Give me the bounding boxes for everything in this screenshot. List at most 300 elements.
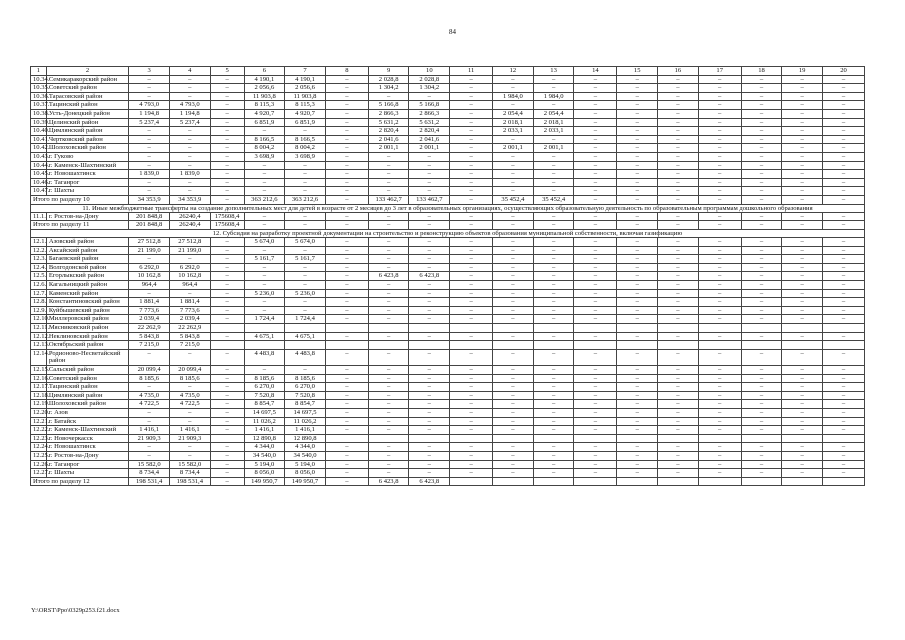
table-cell: – [493, 383, 534, 392]
table-cell: – [574, 152, 617, 161]
table-cell: – [617, 272, 658, 281]
table-cell: – [368, 255, 409, 264]
total-row [31, 477, 865, 486]
table-cell: – [450, 460, 493, 469]
table-cell: – [450, 391, 493, 400]
table-cell: – [210, 298, 244, 307]
table-cell: – [493, 315, 534, 324]
district-name: Тарасовский район [46, 92, 128, 101]
table-cell: – [741, 272, 782, 281]
table-cell: – [129, 408, 170, 417]
column-number: 16 [658, 67, 699, 76]
table-cell: 1 984,0 [533, 92, 574, 101]
table-cell: – [658, 315, 699, 324]
table-cell [493, 477, 534, 486]
table-cell: – [409, 443, 450, 452]
district-name: г. Ростов-на-Дону [46, 451, 128, 460]
table-cell: – [617, 417, 658, 426]
table-cell: – [409, 161, 450, 170]
table-cell: – [210, 400, 244, 409]
table-cell: – [493, 469, 534, 478]
table-cell: – [823, 332, 865, 341]
table-cell: – [409, 366, 450, 375]
table-row [31, 212, 865, 221]
table-cell: – [210, 246, 244, 255]
table-cell: – [450, 281, 493, 290]
table-cell: – [169, 161, 210, 170]
table-row [31, 298, 865, 307]
table-cell: 4 344,0 [285, 443, 326, 452]
table-cell: – [450, 109, 493, 118]
table-cell: – [533, 263, 574, 272]
table-cell: 8 854,7 [244, 400, 285, 409]
table-cell: – [574, 161, 617, 170]
table-cell: 4 793,0 [169, 101, 210, 110]
row-number: 12.2. [31, 246, 47, 255]
district-name: г. Гуково [46, 152, 128, 161]
table-cell: – [574, 238, 617, 247]
table-row [31, 187, 865, 196]
table-cell [325, 341, 368, 350]
table-cell: 5 237,4 [129, 118, 170, 127]
table-cell: 35 452,4 [533, 195, 574, 204]
table-row [31, 109, 865, 118]
table-cell: – [325, 443, 368, 452]
table-cell: – [450, 289, 493, 298]
table-cell: – [698, 400, 741, 409]
table-cell: – [782, 469, 823, 478]
table-cell: – [782, 118, 823, 127]
table-cell: – [368, 443, 409, 452]
table-cell: – [698, 298, 741, 307]
table-cell: 5 161,7 [244, 255, 285, 264]
table-cell: – [450, 238, 493, 247]
table-cell: – [698, 144, 741, 153]
row-number: 10.45. [31, 170, 47, 179]
table-cell: – [574, 92, 617, 101]
table-cell: 8 056,0 [244, 469, 285, 478]
table-cell: – [129, 289, 170, 298]
file-path-footer: Y:\ORST\Ppo\0329p253.f21.docx [31, 607, 120, 614]
table-cell: 2 054,4 [533, 109, 574, 118]
table-cell: – [129, 135, 170, 144]
table-cell: 5 161,7 [285, 255, 326, 264]
table-cell: – [574, 426, 617, 435]
table-cell: – [450, 451, 493, 460]
table-cell: 3 698,9 [244, 152, 285, 161]
table-cell [658, 477, 699, 486]
table-cell: – [493, 255, 534, 264]
table-cell: – [741, 281, 782, 290]
table-cell: – [741, 238, 782, 247]
table-cell: – [658, 417, 699, 426]
table-cell: – [325, 374, 368, 383]
table-cell: 6 423,8 [368, 272, 409, 281]
table-cell: 11 026,2 [244, 417, 285, 426]
table-cell: – [741, 255, 782, 264]
total-label: Итого по разделу 12 [31, 477, 129, 486]
table-cell: – [409, 178, 450, 187]
table-cell: – [368, 212, 409, 221]
row-number: 12.16. [31, 374, 47, 383]
table-cell: 133 462,7 [368, 195, 409, 204]
table-cell: – [210, 170, 244, 179]
table-row [31, 144, 865, 153]
table-cell: – [617, 263, 658, 272]
table-cell: – [741, 246, 782, 255]
table-cell: 4 190,1 [244, 75, 285, 84]
table-cell: – [493, 238, 534, 247]
table-cell: – [325, 195, 368, 204]
table-cell: – [533, 101, 574, 110]
table-cell: – [574, 332, 617, 341]
table-cell: – [493, 417, 534, 426]
table-cell: – [533, 178, 574, 187]
table-cell: – [409, 451, 450, 460]
table-cell: – [210, 281, 244, 290]
table-cell: – [129, 178, 170, 187]
column-number: 11 [450, 67, 493, 76]
table-cell: – [244, 366, 285, 375]
table-cell: – [493, 306, 534, 315]
table-row [31, 178, 865, 187]
table-cell: – [823, 263, 865, 272]
table-cell: – [325, 349, 368, 365]
table-cell: – [450, 118, 493, 127]
table-cell: – [285, 212, 326, 221]
table-cell: – [409, 238, 450, 247]
column-number: 1 [31, 67, 47, 76]
table-cell: – [823, 426, 865, 435]
table-cell: – [823, 366, 865, 375]
table-cell: – [210, 238, 244, 247]
district-name: Волгодонской район [46, 263, 128, 272]
table-cell: – [325, 238, 368, 247]
table-cell: – [782, 109, 823, 118]
table-cell: – [210, 349, 244, 365]
table-cell: – [782, 383, 823, 392]
table-cell: – [325, 332, 368, 341]
table-cell: – [823, 272, 865, 281]
table-cell: – [698, 281, 741, 290]
table-row [31, 246, 865, 255]
table-cell: 20 099,4 [169, 366, 210, 375]
table-cell: – [658, 426, 699, 435]
table-cell: 8 185,6 [285, 374, 326, 383]
table-cell: – [325, 178, 368, 187]
table-cell [741, 477, 782, 486]
table-cell: – [450, 306, 493, 315]
row-number: 12.6. [31, 281, 47, 290]
table-cell: – [169, 144, 210, 153]
table-cell: – [493, 272, 534, 281]
table-cell: – [368, 246, 409, 255]
table-cell: – [368, 374, 409, 383]
table-cell: – [698, 332, 741, 341]
table-cell: – [741, 417, 782, 426]
table-cell: 2 018,1 [533, 118, 574, 127]
table-cell: – [617, 400, 658, 409]
table-cell: – [698, 469, 741, 478]
table-cell: – [617, 109, 658, 118]
table-cell [409, 324, 450, 333]
table-cell: – [210, 451, 244, 460]
table-cell: – [493, 161, 534, 170]
table-cell: – [823, 315, 865, 324]
table-cell: – [782, 152, 823, 161]
table-cell [782, 477, 823, 486]
table-cell: – [574, 315, 617, 324]
table-cell: 21 199,0 [129, 246, 170, 255]
table-cell: – [741, 144, 782, 153]
table-row [31, 170, 865, 179]
table-cell: 6 423,8 [409, 477, 450, 486]
table-cell: – [741, 306, 782, 315]
table-cell: – [823, 127, 865, 136]
table-cell: 5 843,8 [169, 332, 210, 341]
row-number: 12.4. [31, 263, 47, 272]
table-cell: – [244, 187, 285, 196]
table-cell: – [325, 298, 368, 307]
table-cell: – [741, 178, 782, 187]
table-row [31, 434, 865, 443]
table-cell: – [450, 135, 493, 144]
table-cell: – [617, 187, 658, 196]
table-cell: 2 056,6 [244, 84, 285, 93]
table-cell: 7 773,6 [129, 306, 170, 315]
table-cell: – [210, 477, 244, 486]
table-cell: 2 866,3 [368, 109, 409, 118]
section-heading-row [31, 229, 865, 237]
table-cell: – [325, 92, 368, 101]
district-name: Миллеровский район [46, 315, 128, 324]
table-cell [617, 434, 658, 443]
table-cell: – [210, 306, 244, 315]
table-cell: – [658, 460, 699, 469]
table-cell: – [129, 255, 170, 264]
table-cell: – [325, 152, 368, 161]
table-cell: – [658, 298, 699, 307]
table-cell: – [368, 426, 409, 435]
table-cell: – [533, 391, 574, 400]
table-cell: – [617, 469, 658, 478]
table-cell: – [574, 187, 617, 196]
table-cell: – [210, 127, 244, 136]
table-cell: – [658, 238, 699, 247]
row-number: 10.35. [31, 84, 47, 93]
table-cell [210, 324, 244, 333]
table-cell: – [533, 187, 574, 196]
table-cell: – [244, 212, 285, 221]
table-cell: – [658, 255, 699, 264]
table-cell: 3 698,9 [285, 152, 326, 161]
table-cell: – [741, 92, 782, 101]
table-cell: 8 185,6 [244, 374, 285, 383]
table-cell: – [823, 221, 865, 230]
table-cell: – [617, 118, 658, 127]
table-cell: 26240,4 [169, 212, 210, 221]
table-cell: – [617, 84, 658, 93]
table-cell: – [574, 391, 617, 400]
table-cell: – [782, 417, 823, 426]
row-number: 12.13. [31, 341, 47, 350]
table-cell: 149 950,7 [244, 477, 285, 486]
table-cell: – [409, 408, 450, 417]
table-cell: – [409, 417, 450, 426]
table-cell: – [409, 289, 450, 298]
table-cell: – [574, 118, 617, 127]
table-cell: – [782, 221, 823, 230]
table-cell: 8 185,6 [169, 374, 210, 383]
district-name: Неклиновский район [46, 332, 128, 341]
table-cell: – [368, 408, 409, 417]
table-cell: – [450, 272, 493, 281]
table-cell: – [698, 178, 741, 187]
table-cell: 27 512,8 [169, 238, 210, 247]
table-cell: – [493, 451, 534, 460]
table-cell: – [325, 84, 368, 93]
district-name: г. Азов [46, 408, 128, 417]
row-number: 12.12. [31, 332, 47, 341]
row-number: 12.27. [31, 469, 47, 478]
table-cell: – [533, 374, 574, 383]
table-cell: – [325, 391, 368, 400]
table-cell: – [823, 84, 865, 93]
row-number: 10.43. [31, 152, 47, 161]
table-cell: 7 520,8 [244, 391, 285, 400]
table-cell: – [368, 366, 409, 375]
table-cell [617, 324, 658, 333]
table-cell: – [368, 417, 409, 426]
table-cell: 5 843,8 [129, 332, 170, 341]
table-cell: – [533, 161, 574, 170]
table-cell: – [617, 315, 658, 324]
district-name: г. Новочеркасск [46, 434, 128, 443]
table-cell: – [617, 391, 658, 400]
table-cell: 6 423,8 [409, 272, 450, 281]
table-cell: – [450, 170, 493, 179]
table-cell: – [169, 451, 210, 460]
table-row [31, 349, 865, 365]
table-cell: 5 674,0 [244, 238, 285, 247]
table-cell: – [210, 255, 244, 264]
table-cell: 2 041,6 [368, 135, 409, 144]
table-cell: – [533, 170, 574, 179]
table-cell: – [741, 187, 782, 196]
table-cell: – [698, 109, 741, 118]
table-cell: – [658, 170, 699, 179]
table-cell: – [493, 178, 534, 187]
table-row [31, 152, 865, 161]
table-cell: – [533, 400, 574, 409]
table-cell [325, 434, 368, 443]
table-cell [533, 477, 574, 486]
table-cell [698, 341, 741, 350]
table-cell: 34 353,9 [129, 195, 170, 204]
table-cell: 5 631,2 [368, 118, 409, 127]
table-cell: 7 215,0 [129, 341, 170, 350]
table-row [31, 417, 865, 426]
table-cell: – [450, 178, 493, 187]
table-cell: – [450, 152, 493, 161]
district-name: г. Таганрог [46, 460, 128, 469]
table-cell: – [325, 460, 368, 469]
table-cell: – [823, 408, 865, 417]
table-cell [450, 324, 493, 333]
table-cell: – [823, 144, 865, 153]
table-cell: – [368, 187, 409, 196]
table-cell: – [210, 272, 244, 281]
table-cell: – [698, 92, 741, 101]
district-name: Родионово-Несветайский район [46, 349, 128, 365]
table-cell: – [210, 366, 244, 375]
table-cell: – [782, 144, 823, 153]
table-cell [368, 434, 409, 443]
table-cell: – [741, 84, 782, 93]
table-cell: 1 724,4 [244, 315, 285, 324]
district-name: Кагальницкий район [46, 281, 128, 290]
table-cell: – [409, 374, 450, 383]
row-number: 12.20. [31, 408, 47, 417]
table-cell: – [698, 187, 741, 196]
table-cell: – [325, 477, 368, 486]
table-cell: – [658, 383, 699, 392]
table-cell: 8 185,6 [129, 374, 170, 383]
table-row [31, 460, 865, 469]
table-cell: 363 212,6 [244, 195, 285, 204]
table-cell: – [617, 281, 658, 290]
district-name: Советский район [46, 374, 128, 383]
table-cell: – [782, 127, 823, 136]
table-cell: – [574, 443, 617, 452]
table-cell: – [741, 374, 782, 383]
table-cell: 20 099,4 [129, 366, 170, 375]
table-cell: – [658, 332, 699, 341]
table-cell: – [617, 75, 658, 84]
table-cell: – [617, 298, 658, 307]
table-cell: – [658, 84, 699, 93]
table-row [31, 118, 865, 127]
table-cell: – [450, 84, 493, 93]
row-number: 12.26. [31, 460, 47, 469]
table-cell: – [285, 161, 326, 170]
row-number: 12.22. [31, 426, 47, 435]
table-cell: – [210, 195, 244, 204]
table-cell [285, 341, 326, 350]
table-cell: 21 199,0 [169, 246, 210, 255]
table-cell: – [450, 332, 493, 341]
table-cell: – [325, 101, 368, 110]
table-cell [533, 324, 574, 333]
table-cell: 201 848,8 [129, 212, 170, 221]
district-name: Сальский район [46, 366, 128, 375]
table-cell: – [698, 84, 741, 93]
table-cell: – [617, 306, 658, 315]
column-number: 4 [169, 67, 210, 76]
table-cell: 4 483,8 [285, 349, 326, 365]
table-cell: – [741, 195, 782, 204]
table-cell: – [533, 408, 574, 417]
table-cell: – [741, 152, 782, 161]
table-row [31, 84, 865, 93]
table-row [31, 341, 865, 350]
table-cell: – [325, 400, 368, 409]
table-cell: – [574, 127, 617, 136]
table-cell: – [574, 451, 617, 460]
table-cell: – [493, 281, 534, 290]
table-cell: – [129, 92, 170, 101]
table-cell: – [450, 366, 493, 375]
